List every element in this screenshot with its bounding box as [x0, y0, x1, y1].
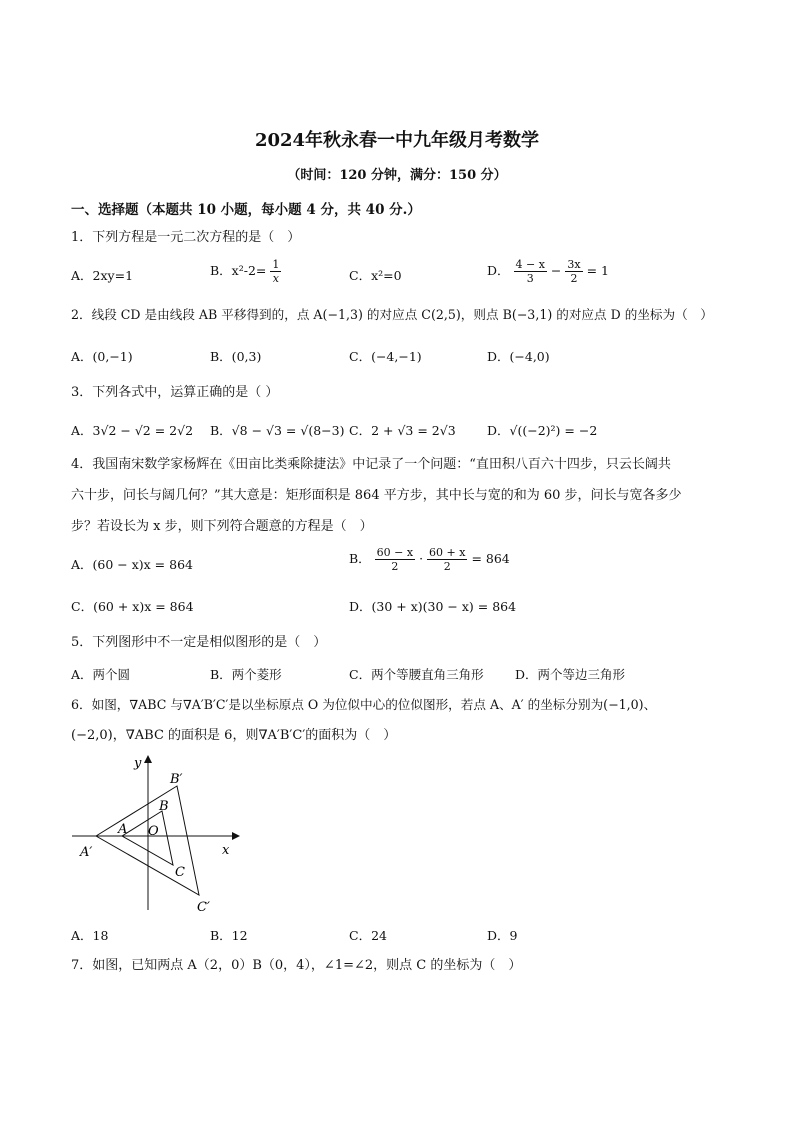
q4-option-c: C．(60 + x)x = 864	[71, 599, 194, 614]
q3-option-b: B．√8 − √3 = √(8−3)	[210, 423, 345, 438]
label-b: B	[159, 799, 169, 814]
question-4-stem-line1: 4．我国南宋数学家杨辉在《田亩比类乘除捷法》中记录了一个问题：“直田积八百六十四步，只云长阔共	[71, 457, 671, 472]
x-axis-arrow	[232, 832, 240, 840]
question-6-stem-line2: (−2,0)，∇ABC 的面积是 6，则∇A′B′C′的面积为（ ）	[71, 728, 397, 743]
similarity-figure	[72, 755, 242, 915]
page-title: 2024年秋永春一中九年级月考数学	[254, 130, 540, 151]
q2-option-d: D．(−4,0)	[487, 349, 550, 364]
q1-option-d: D． $\frac{4 - x}{3}$ − $\frac{3x}{2}$ = 1	[487, 258, 609, 285]
q2-option-c: C．(−4,−1)	[349, 349, 422, 364]
section-heading: 一、选择题（本题共 10 小题，每小题 4 分，共 40 分.）	[71, 202, 421, 218]
label-y: y	[134, 756, 142, 771]
label-a: A	[118, 822, 128, 837]
q6-option-c: C．24	[349, 928, 387, 943]
q3-option-a: A．3√2 − √2 = 2√2	[71, 423, 194, 438]
q2-option-b: B．(0,3)	[210, 349, 262, 364]
question-3-stem: 3．下列各式中，运算正确的是（ ）	[71, 385, 279, 400]
q4-option-a: A．(60 − x)x = 864	[71, 557, 193, 572]
label-b-prime: B′	[170, 772, 183, 787]
question-6-stem-line1: 6．如图，∇ABC 与∇A′B′C′是以坐标原点 O 为位似中心的位似图形，若点 A、A′ 的坐标分别为(−1,0)、	[71, 697, 657, 712]
q3-option-c: C．2 + √3 = 2√3	[349, 423, 456, 438]
label-x: x	[222, 843, 230, 858]
label-c: C	[175, 865, 185, 880]
q5-option-c: C．两个等腰直角三角形	[349, 667, 484, 682]
q1-option-b: B．x²-2= $\frac{1}{x}$	[210, 258, 280, 285]
question-4-stem-line3: 步？若设长为 x 步，则下列符合题意的方程是（ ）	[71, 519, 373, 534]
q6-option-b: B．12	[210, 928, 248, 943]
q4-option-b: B． $\frac{60 - x}{2}$ · $\frac{60 + x}{2}$ = 864	[349, 546, 510, 573]
question-5-stem: 5．下列图形中不一定是相似图形的是（ ）	[71, 635, 327, 650]
y-axis-arrow	[144, 755, 152, 763]
q5-option-b: B．两个菱形	[210, 667, 282, 682]
question-1-stem: 1．下列方程是一元二次方程的是（ ）	[71, 230, 301, 245]
q6-option-d: D．9	[487, 928, 518, 943]
q1-option-a: A．2xy=1	[71, 268, 134, 283]
q5-option-a: A．两个圆	[71, 667, 131, 682]
q5-option-d: D．两个等边三角形	[515, 667, 626, 682]
question-4-stem-line2: 六十步，问长与阔几何？”其大意是：矩形面积是 864 平方步，其中长与宽的和为 60 步，问长与宽各多少	[71, 488, 682, 503]
q6-option-a: A．18	[71, 928, 109, 943]
label-o: O	[148, 824, 159, 839]
q1-option-c: C．x²=0	[349, 268, 402, 283]
q4-option-d: D．(30 + x)(30 − x) = 864	[349, 599, 517, 614]
q3-option-d: D．√((−2)²) = −2	[487, 423, 598, 438]
q2-option-a: A．(0,−1)	[71, 349, 133, 364]
question-2-stem: 2．线段 CD 是由线段 AB 平移得到的，点 A(−1,3) 的对应点 C(2,5)，则点 B(−3,1) 的对应点 D 的坐标为（ ）	[71, 307, 713, 322]
label-a-prime: A′	[80, 845, 93, 860]
label-c-prime: C′	[197, 900, 210, 915]
exam-info: （时间：120 分钟，满分：150 分）	[287, 168, 507, 183]
question-7-stem: 7．如图，已知两点 A（2，0）B（0，4），∠1=∠2，则点 C 的坐标为（ ）	[71, 958, 522, 973]
